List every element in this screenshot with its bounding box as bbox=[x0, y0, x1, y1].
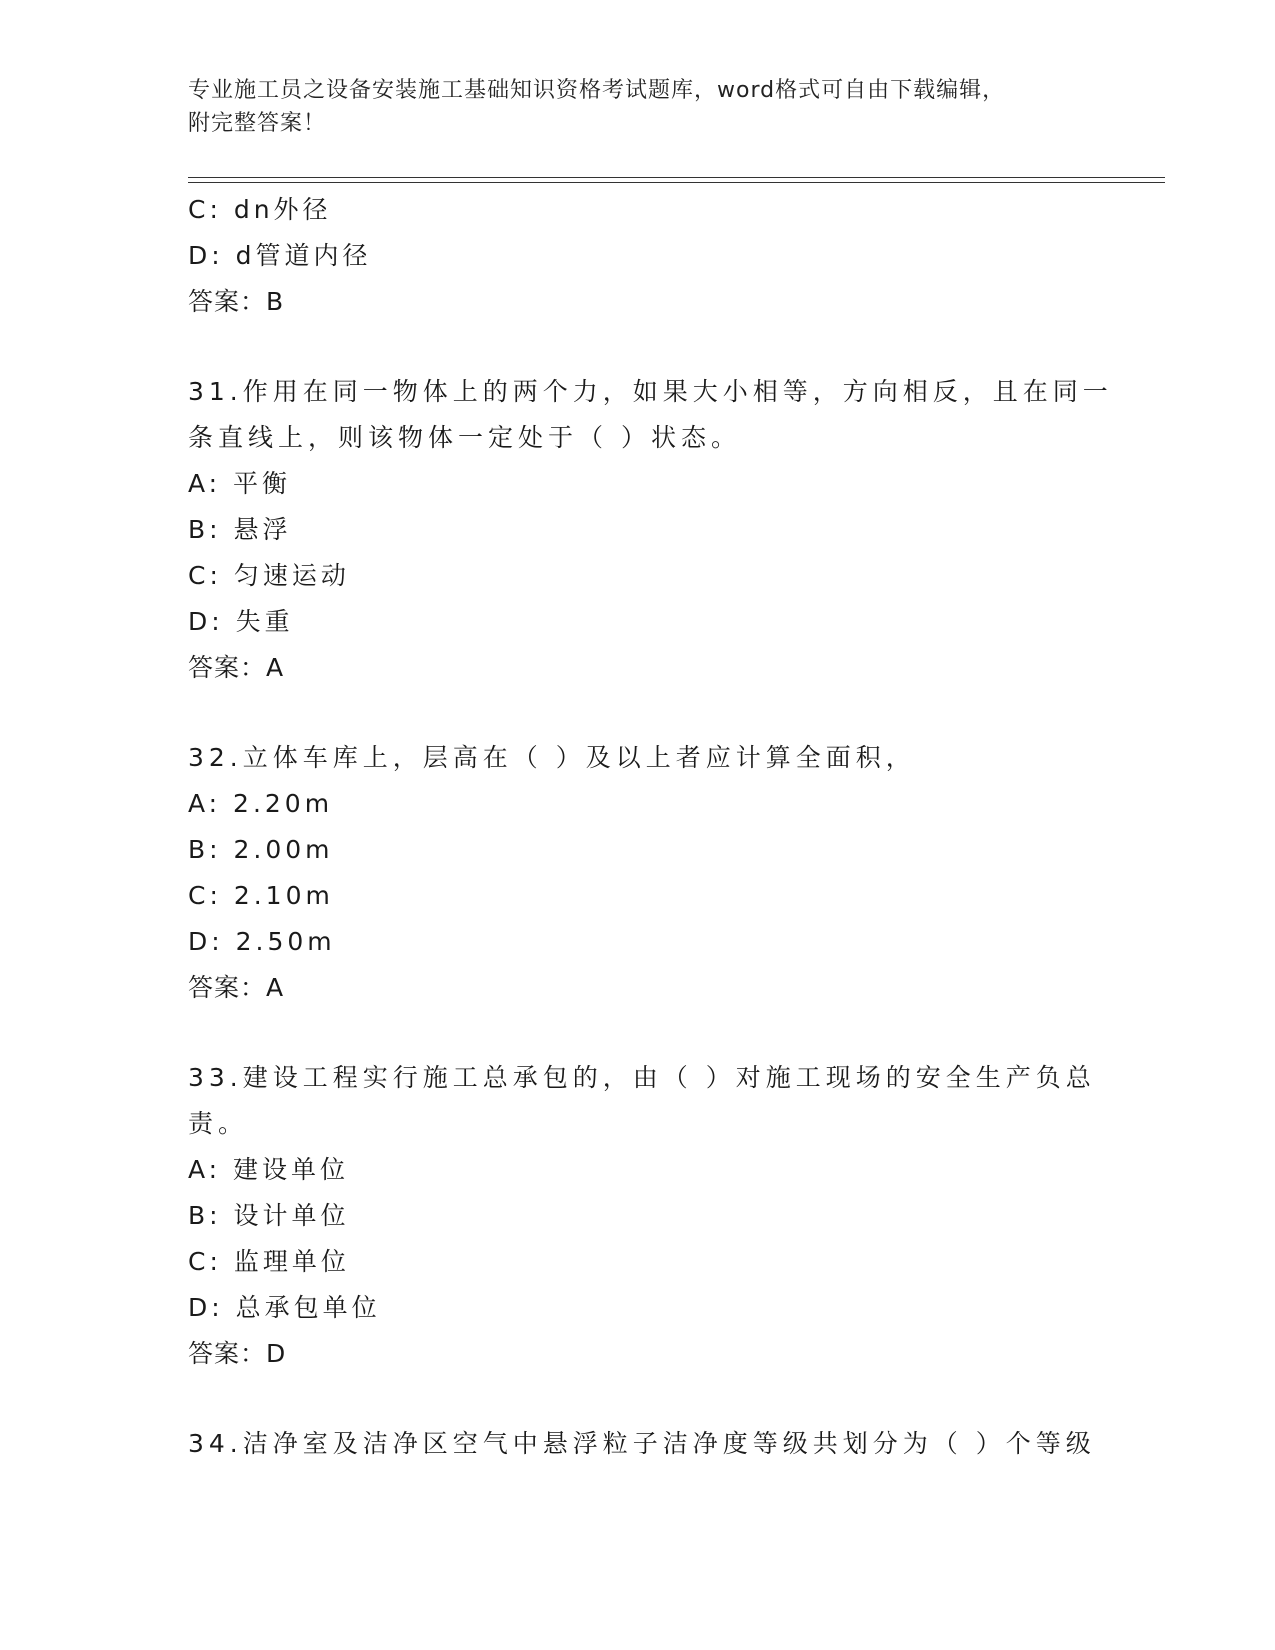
question-32 bbox=[188, 735, 1088, 781]
question-31-options bbox=[188, 461, 1088, 691]
question-text: 33.建设工程实行施工总承包的，由（ ）对施工现场的安全生产负总 bbox=[188, 1063, 1096, 1092]
answer-line: 答案：B bbox=[188, 287, 285, 316]
option-c: C: 2.10m bbox=[188, 881, 334, 910]
option-d: D: d管道内径 bbox=[188, 241, 372, 270]
partial-question bbox=[188, 187, 1088, 325]
header-line-1: 专业施工员之设备安装施工基础知识资格考试题库，word格式可自由下载编辑， bbox=[188, 78, 1006, 103]
question-text: 责。 bbox=[188, 1109, 249, 1138]
option-b: B: 悬浮 bbox=[188, 515, 292, 544]
answer-line: 答案：A bbox=[188, 973, 285, 1002]
option-b: B: 2.00m bbox=[188, 835, 334, 864]
question-32-options bbox=[188, 781, 1088, 1011]
question-33 bbox=[188, 1055, 1096, 1147]
spacer bbox=[188, 1011, 1088, 1055]
question-31 bbox=[188, 369, 1113, 461]
header-divider-top bbox=[188, 177, 1165, 178]
spacer bbox=[188, 1377, 1088, 1421]
option-a: A: 2.20m bbox=[188, 789, 334, 818]
question-text: 31.作用在同一物体上的两个力，如果大小相等，方向相反，且在同一 bbox=[188, 377, 1113, 406]
spacer bbox=[188, 325, 1088, 369]
option-b: B: 设计单位 bbox=[188, 1201, 350, 1230]
answer-line: 答案：A bbox=[188, 653, 285, 682]
option-c: C: 匀速运动 bbox=[188, 561, 350, 590]
option-c: C: 监理单位 bbox=[188, 1247, 350, 1276]
document-header bbox=[188, 74, 1088, 140]
option-d: D: 总承包单位 bbox=[188, 1293, 381, 1322]
question-text: 32.立体车库上，层高在（ ）及以上者应计算全面积， bbox=[188, 743, 916, 772]
answer-line: 答案：D bbox=[188, 1339, 287, 1368]
spacer bbox=[188, 691, 1088, 735]
option-d: D: 失重 bbox=[188, 607, 294, 636]
option-a: A: 建设单位 bbox=[188, 1155, 350, 1184]
option-c: C: dn外径 bbox=[188, 195, 332, 224]
header-line-2: 附完整答案！ bbox=[188, 111, 327, 136]
question-34 bbox=[188, 1421, 1096, 1467]
question-text: 条直线上，则该物体一定处于（ ）状态。 bbox=[188, 423, 741, 452]
question-text: 34.洁净室及洁净区空气中悬浮粒子洁净度等级共划分为（ ）个等级 bbox=[188, 1429, 1096, 1458]
document-body bbox=[188, 187, 1113, 1467]
option-a: A: 平衡 bbox=[188, 469, 292, 498]
option-d: D: 2.50m bbox=[188, 927, 336, 956]
question-33-options bbox=[188, 1147, 1088, 1377]
header-divider-bottom bbox=[188, 182, 1165, 183]
